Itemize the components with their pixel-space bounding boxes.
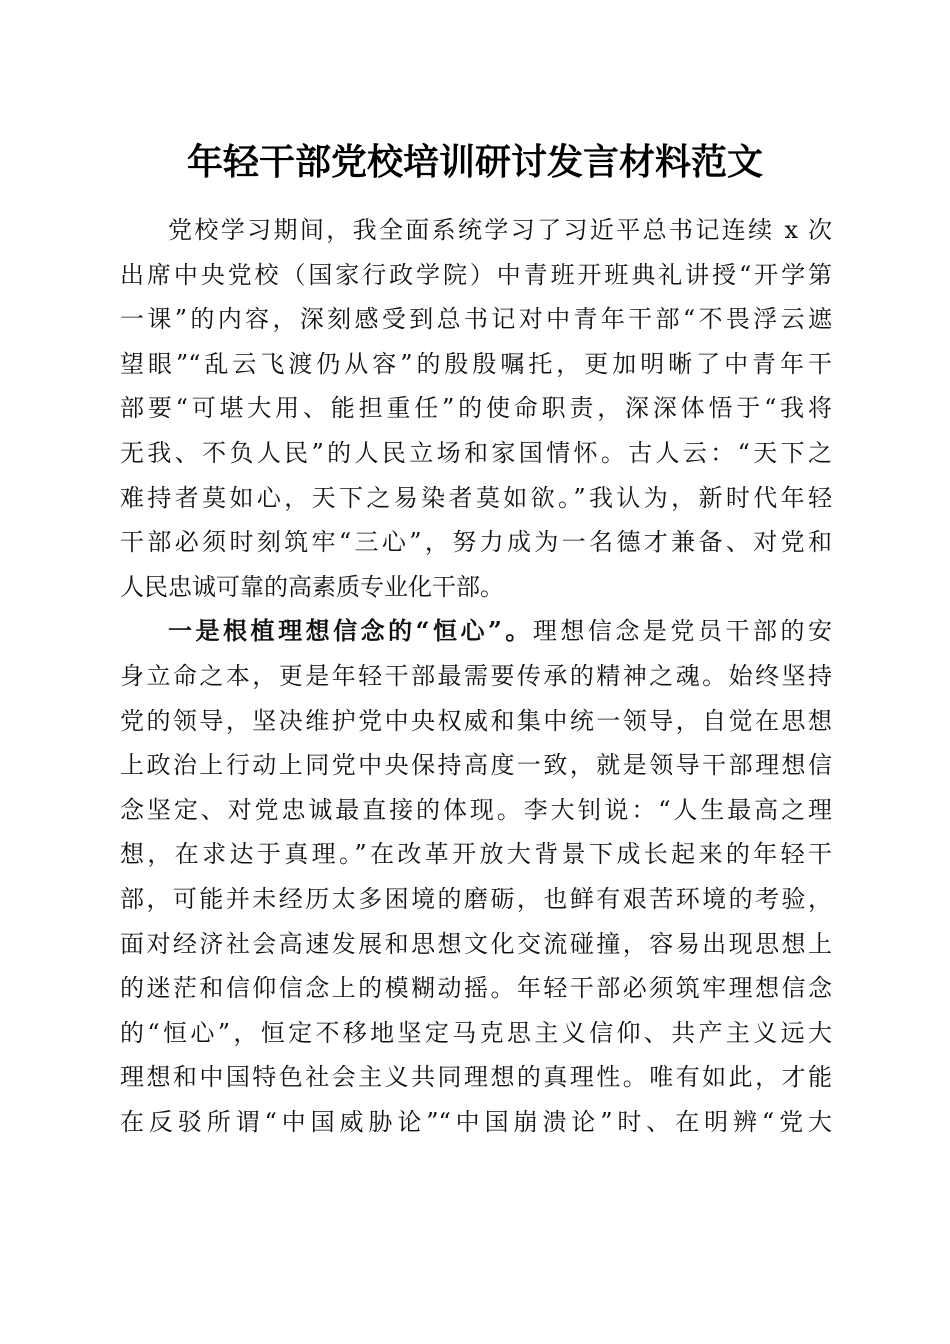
paragraph-1-line: 出席中央党校（国家行政学院）中青班开班典礼讲授“开学第 xyxy=(120,260,832,289)
paragraph-2-line: 在反驳所谓“中国威胁论”“中国崩溃论”时、在明辨“党大 xyxy=(120,1107,832,1136)
paragraph-1-line: 难持者莫如心，天下之易染者莫如欲。”我认为，新时代年轻 xyxy=(120,483,832,512)
paragraph-2-line: 上政治上行动上同党中央保持高度一致，就是领导干部理想信 xyxy=(120,751,832,780)
paragraph-1-line: 一课”的内容，深刻感受到总书记对中青年干部“不畏浮云遮 xyxy=(120,305,832,334)
paragraph-2-first-line xyxy=(120,609,832,654)
paragraph-2-line: 想，在求达于真理。”在改革开放大背景下成长起来的年轻干 xyxy=(120,840,832,869)
paragraph-2-line: 理想和中国特色社会主义共同理想的真理性。唯有如此，才能 xyxy=(120,1063,832,1092)
paragraph-2-line: 面对经济社会高速发展和思想文化交流碰撞，容易出现思想上 xyxy=(120,929,832,958)
paragraph-2-line: 的迷茫和信仰信念上的模糊动摇。年轻干部必须筑牢理想信念 xyxy=(120,974,832,1003)
paragraph-2-heading: 一是根植理想信念的“恒心”。 xyxy=(168,616,533,646)
paragraph-1-line: 部要“可堪大用、能担重任”的使命职责，深深体悟于“我将 xyxy=(120,394,832,423)
document-body xyxy=(120,208,832,1144)
paragraph-1-line: 干部必须时刻筑牢“三心”，努力成为一名德才兼备、对党和 xyxy=(120,528,832,557)
paragraph-2-line: 的“恒心”，恒定不移地坚定马克思主义信仰、共产主义远大 xyxy=(120,1018,832,1047)
paragraph-1-line: 人民忠诚可靠的高素质专业化干部。 xyxy=(120,572,504,601)
paragraph-2-first-rest: 理想信念是党员干部的安 xyxy=(532,617,832,646)
paragraph-2-line: 念坚定、对党忠诚最直接的体现。李大钊说：“人生最高之理 xyxy=(120,795,832,824)
paragraph-1-line: 无我、不负人民”的人民立场和家国情怀。古人云：“天下之 xyxy=(120,438,832,467)
paragraph-2-line: 身立命之本，更是年轻干部最需要传承的精神之魂。始终坚持 xyxy=(120,661,832,690)
paragraph-1-line: 党校学习期间，我全面系统学习了习近平总书记连续 x 次 xyxy=(168,216,832,244)
paragraph-1-line: 望眼”“乱云飞渡仍从容”的殷殷嘱托，更加明晰了中青年干 xyxy=(120,349,832,378)
document-title: 年轻干部党校培训研讨发言材料范文 xyxy=(186,141,763,183)
paragraph-2-line: 党的领导，坚决维护党中央权威和集中统一领导，自觉在思想 xyxy=(120,706,832,735)
paragraph-2-line: 部，可能并未经历太多困境的磨砺，也鲜有艰苦环境的考验， xyxy=(120,884,832,913)
